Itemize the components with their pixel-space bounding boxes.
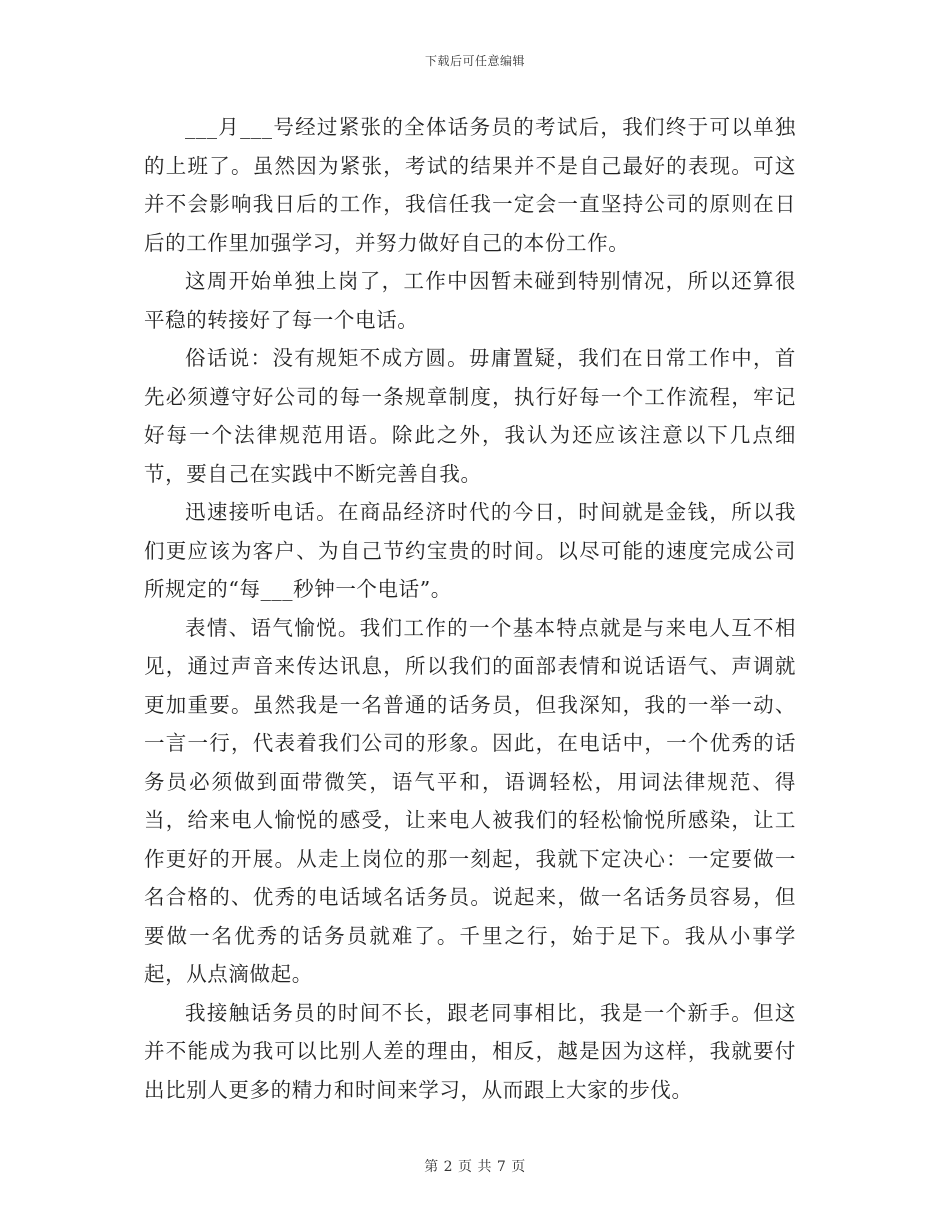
header-note: 下载后可任意编辑 — [424, 54, 525, 68]
paragraph: 表情、语气愉悦。我们工作的一个基本特点就是与来电人互不相见，通过声音来传达讯息，所以我们的面部表情和说话语气、声调就更加重要。虽然我是一名普通的话务员，但我深知，我的一举一动、一言一行，代表着我们公司的形象。因此，在电话中，一个优秀的话务员必须做到面带微笑，语气平和，语调轻松，用词法律规范、得当，给来电人愉悦的感受，让来电人被我们的轻松愉悦所感染，让工作更好的开展。从走上岗位的那一刻起，我就下定决心：一定要做一名合格的、优秀的电话域名话务员。说起来，做一名话务员容易，但要做一名优秀的话务员就难了。千里之行，始于足下。我从小事学起，从点滴做起。 — [144, 615, 796, 986]
paragraph: 我接触话务员的时间不长，跟老同事相比，我是一个新手。但这并不能成为我可以比别人差的理由，相反，越是因为这样，我就要付出比别人更多的精力和时间来学习，从而跟上大家的步伐。 — [144, 1000, 796, 1102]
paragraph: 俗话说：没有规矩不成方圆。毋庸置疑，我们在日常工作中，首先必须遵守好公司的每一条规章制度，执行好每一个工作流程，牢记好每一个法律规范用语。除此之外，我认为还应该注意以下几点细节，要自己在实践中不断完善自我。 — [144, 346, 796, 486]
paragraph: 这周开始单独上岗了，工作中因暂未碰到特别情况，所以还算很平稳的转接好了每一个电话。 — [144, 269, 796, 332]
paragraph: 迅速接听电话。在商品经济时代的今日，时间就是金钱，所以我们更应该为客户、为自己节约宝贵的时间。以尽可能的速度完成公司所规定的“每___秒钟一个电话”。 — [144, 500, 796, 601]
page-number: 第 2 页 共 7 页 — [424, 1159, 526, 1175]
paragraph: ___月___号经过紧张的全体话务员的考试后，我们终于可以单独的上班了。虽然因为紧张，考试的结果并不是自己最好的表现。可这并不会影响我日后的工作，我信任我一定会一直坚持公司的原则在日后的工作里加强学习，并努力做好自己的本份工作。 — [144, 115, 796, 255]
document-body — [144, 108, 796, 1109]
